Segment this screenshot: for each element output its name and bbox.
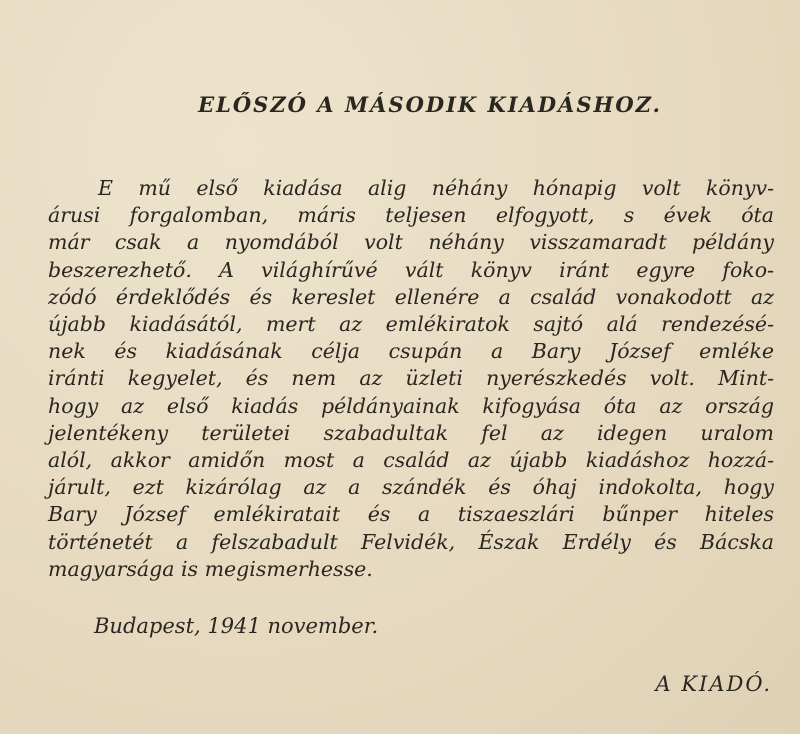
text-line: újabb kiadásától, mert az emlékiratok sajtó alá rendezésé- xyxy=(48,312,774,337)
signature: A KIADÓ. xyxy=(655,672,772,696)
text-line: magyarsága is megismerhesse. xyxy=(48,556,373,581)
text-line: történetét a felszabadult Felvidék, Észak Erdély és Bácska xyxy=(48,529,774,554)
text-line: zódó érdeklődés és kereslet ellenére a család vonakodott az xyxy=(48,284,774,309)
text-line: Bary József emlékiratait és a tiszaeszlári bűnper hiteles xyxy=(48,502,774,527)
text-line: jelentékeny területei szabadultak fel az idegen uralom xyxy=(48,420,774,445)
text-line: járult, ezt kizárólag az a szándék és óhaj indokolta, hogy xyxy=(48,475,774,500)
text-line: árusi forgalomban, máris teljesen elfogyott, s évek óta xyxy=(48,203,774,228)
text-line: már csak a nyomdából volt néhány visszamaradt példány xyxy=(48,230,774,255)
text-line: nek és kiadásának célja csupán a Bary József emléke xyxy=(48,339,774,364)
dateline: Budapest, 1941 november. xyxy=(94,614,379,638)
text-line: alól, akkor amidőn most a család az újabb kiadáshoz hozzá- xyxy=(48,448,774,473)
text-line: hogy az első kiadás példányainak kifogyása óta az ország xyxy=(48,393,774,418)
text-line: iránti kegyelet, és nem az üzleti nyerészkedés volt. Mint- xyxy=(48,366,774,391)
page-title: ELŐSZÓ A MÁSODIK KIADÁSHOZ. xyxy=(198,92,662,117)
preface-body xyxy=(48,175,774,583)
text-line: beszerezhető. A világhírűvé vált könyv iránt egyre foko- xyxy=(48,257,774,282)
text-line: E mű első kiadása alig néhány hónapig volt könyv- xyxy=(98,176,774,200)
